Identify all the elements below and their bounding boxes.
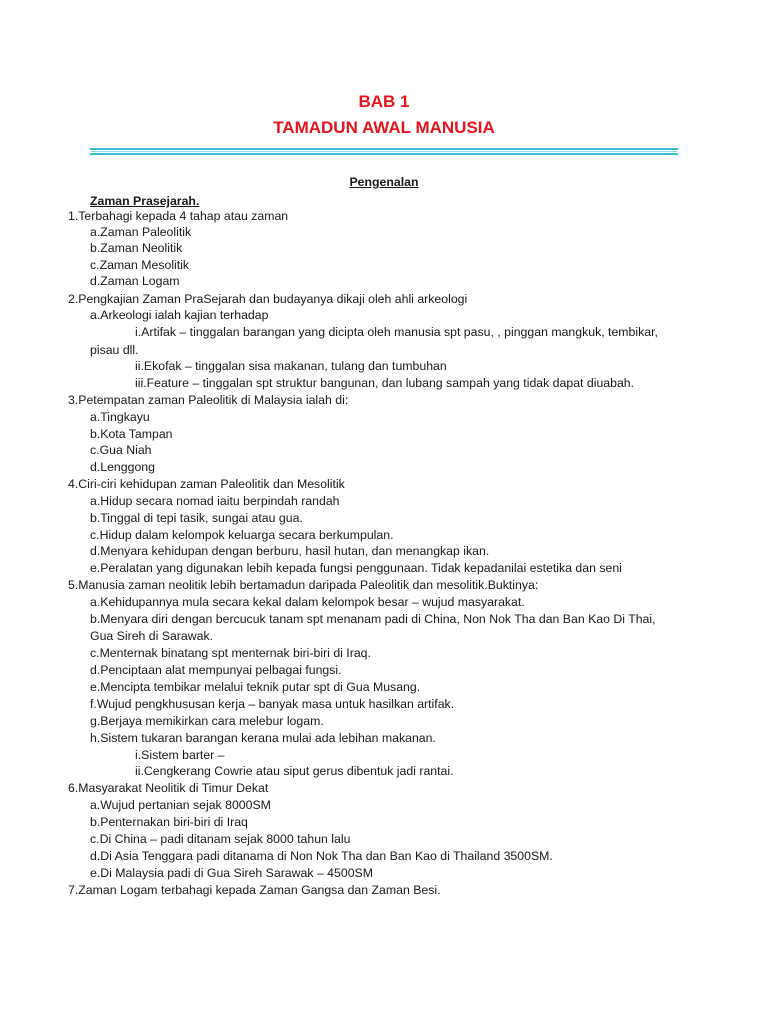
list-item: iii.Feature – tinggalan spt struktur bangunan, dan lubang sampah yang tidak dapat diuabah. <box>135 376 635 390</box>
list-item: c.Hidup dalam kelompok keluarga secara berkumpulan. <box>90 528 394 542</box>
chapter-title: TAMADUN AWAL MANUSIA <box>273 118 495 137</box>
list-item: c.Di China – padi ditanam sejak 8000 tahun lalu <box>90 832 351 846</box>
title-divider-bottom <box>90 153 678 155</box>
list-item: c.Gua Niah <box>90 443 152 457</box>
list-item: 1.Terbahagi kepada 4 tahap atau zaman <box>68 209 289 223</box>
list-item: 3.Petempatan zaman Paleolitik di Malaysia ialah di: <box>68 393 349 407</box>
title-divider <box>90 148 678 150</box>
list-item: b.Penternakan biri-biri di Iraq <box>90 815 248 829</box>
list-item: Gua Sireh di Sarawak. <box>90 629 214 643</box>
list-item: ii.Cengkerang Cowrie atau siput gerus dibentuk jadi rantai. <box>135 764 454 778</box>
list-item: d.Lenggong <box>90 460 155 474</box>
list-item: i.Sistem barter – <box>135 748 225 762</box>
list-item: g.Berjaya memikirkan cara melebur logam. <box>90 714 324 728</box>
list-item: a.Tingkayu <box>90 410 150 424</box>
title-divider-inner <box>90 151 678 152</box>
list-item: 5.Manusia zaman neolitik lebih bertamadun daripada Paleolitik dan mesolitik.Buktinya: <box>68 578 539 592</box>
list-item: i.Artifak – tinggalan barangan yang dicipta oleh manusia spt pasu, , pinggan mangkuk, tembikar, <box>135 325 658 339</box>
list-item: f.Wujud pengkhususan kerja – banyak masa untuk hasilkan artifak. <box>90 697 455 711</box>
list-item: d.Menyara kehidupan dengan berburu, hasil hutan, dan menangkap ikan. <box>90 544 490 558</box>
list-item: a.Wujud pertanian sejak 8000SM <box>90 798 271 812</box>
list-item: b.Tinggal di tepi tasik, sungai atau gua. <box>90 511 303 525</box>
list-item: a.Kehidupannya mula secara kekal dalam kelompok besar – wujud masyarakat. <box>90 595 525 609</box>
intro-heading: Pengenalan <box>349 175 419 189</box>
list-item: c.Zaman Mesolitik <box>90 258 190 272</box>
list-item: 6.Masyarakat Neolitik di Timur Dekat <box>68 781 269 795</box>
list-item: h.Sistem tukaran barangan kerana mulai ada lebihan makanan. <box>90 731 436 745</box>
list-item: b.Kota Tampan <box>90 427 173 441</box>
list-item: e.Mencipta tembikar melalui teknik putar spt di Gua Musang. <box>90 680 421 694</box>
list-item: 2.Pengkajian Zaman PraSejarah dan budayanya dikaji oleh ahli arkeologi <box>68 292 468 306</box>
chapter-heading: BAB 1 <box>358 92 410 111</box>
list-item: 7.Zaman Logam terbahagi kepada Zaman Gangsa dan Zaman Besi. <box>68 883 441 897</box>
list-item: pisau dll. <box>90 343 139 357</box>
list-item: a.Zaman Paleolitik <box>90 225 192 239</box>
list-item: e.Peralatan yang digunakan lebih kepada fungsi penggunaan. Tidak kepadanilai estetika dan seni <box>90 561 622 575</box>
list-item: b.Menyara diri dengan bercucuk tanam spt menanam padi di China, Non Nok Tha dan Ban Kao Di Thai, <box>90 612 656 626</box>
list-item: b.Zaman Neolitik <box>90 241 183 255</box>
list-item: ii.Ekofak – tinggalan sisa makanan, tulang dan tumbuhan <box>135 359 447 373</box>
section-heading: Zaman Prasejarah. <box>90 194 200 208</box>
list-item: d.Penciptaan alat mempunyai pelbagai fungsi. <box>90 663 342 677</box>
list-item: d.Di Asia Tenggara padi ditanama di Non Nok Tha dan Ban Kao di Thailand 3500SM. <box>90 849 553 863</box>
list-item: a.Hidup secara nomad iaitu berpindah randah <box>90 494 340 508</box>
list-item: a.Arkeologi ialah kajian terhadap <box>90 308 269 322</box>
list-item: c.Menternak binatang spt menternak biri-biri di Iraq. <box>90 646 371 660</box>
list-item: d.Zaman Logam <box>90 274 180 288</box>
list-item: 4.Ciri-ciri kehidupan zaman Paleolitik dan Mesolitik <box>68 477 345 491</box>
list-item: e.Di Malaysia padi di Gua Sireh Sarawak – 4500SM <box>90 866 373 880</box>
